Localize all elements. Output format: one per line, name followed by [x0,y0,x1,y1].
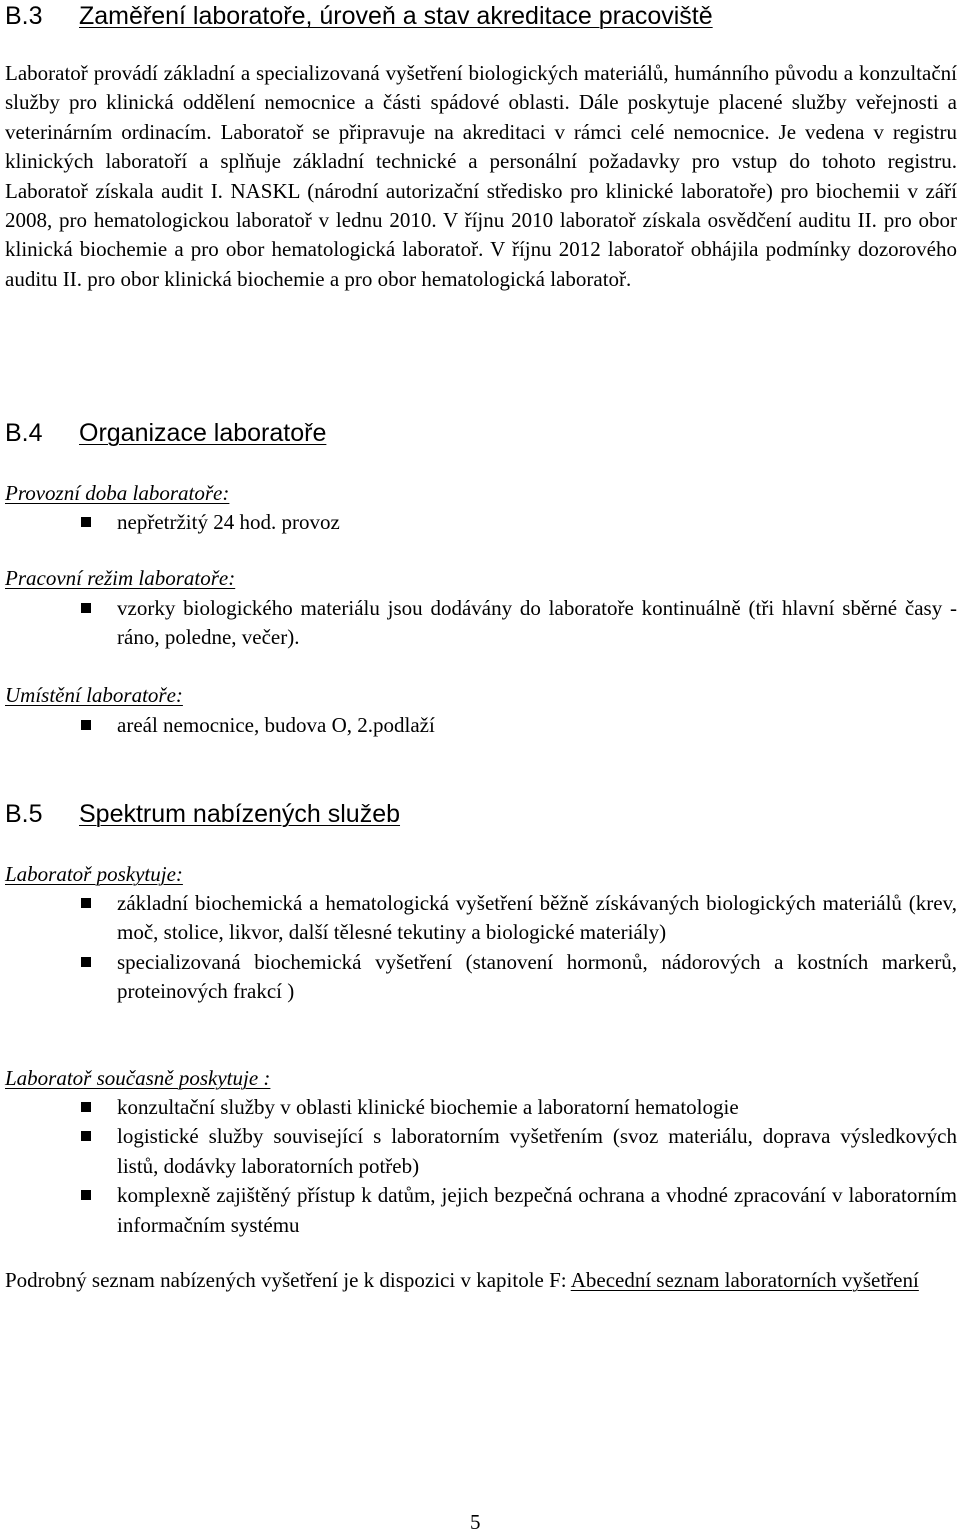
square-bullet-icon [81,1190,91,1200]
work-regime-label: Pracovní režim laboratoře: [5,566,236,590]
list-item: komplexně zajištěný přístup k datům, jejich bezpečná ochrana a vhodné zpracování v laboratorním informačním systému [5,1181,957,1240]
test-list-link[interactable]: Abecední seznam laboratorních vyšetření [570,1268,919,1292]
additional-services-label: Laboratoř současně poskytuje : [5,1066,271,1090]
work-regime-list [5,594,957,653]
reference-paragraph [5,1266,957,1295]
section-number: B.5 [5,800,43,828]
list-item: vzorky biologického materiálu jsou dodávány do laboratoře kontinuálně (tři hlavní sběrné časy - ráno, poledne, večer). [5,594,957,653]
list-item: základní biochemická a hematologická vyšetření běžně získávaných biologických materiálů (krev, moč, stolice, likvor, další tělesné tekutiny a biologické materiály) [5,889,957,948]
square-bullet-icon [81,720,91,730]
services-list [5,889,957,1007]
location-list [5,711,957,740]
reference-text: Podrobný seznam nabízených vyšetření je k dispozici v kapitole F: [5,1268,571,1292]
square-bullet-icon [81,603,91,613]
section-heading-b5 [5,800,400,829]
square-bullet-icon [81,1131,91,1141]
services-label: Laboratoř poskytuje: [5,862,183,886]
section-heading-b3 [5,2,713,31]
section-number: B.3 [5,2,43,30]
section-title: Organizace laboratoře [79,419,327,447]
page-number: 5 [470,1510,481,1534]
list-item: areál nemocnice, budova O, 2.podlaží [5,711,957,740]
accreditation-paragraph: Laboratoř provádí základní a specializovaná vyšetření biologických materiálů, humánního původu a konzultační služby pro klinická oddělení nemocnice a části spádové oblasti. Dále poskytuje placené služby veřejnosti a veterinárním ordinacím. Laboratoř se připravuje na akreditaci v rámci celé nemocnice. Je vedena v registru klinických laboratoří a splňuje základní technické a personální požadavky pro vstup do tohoto registru. Laboratoř získala audit I. NASKL (národní autorizační středisko pro klinické laboratoře) pro biochemii v září 2008, pro hematologickou laboratoř v lednu 2010. V říjnu 2010 laboratoř získala osvědčení auditu II. pro obor klinická biochemie a pro obor hematologická laboratoř. V říjnu 2012 laboratoř obhájila podmínky dozorového auditu II. pro obor klinická biochemie a pro obor hematologická laboratoř. [5,61,957,291]
square-bullet-icon [81,1102,91,1112]
section-heading-b4 [5,419,326,448]
list-item: specializovaná biochemická vyšetření (stanovení hormonů, nádorových a kostních markerů, proteinových frakcí ) [5,948,957,1007]
list-item: nepřetržitý 24 hod. provoz [5,508,957,537]
square-bullet-icon [81,957,91,967]
additional-services-list [5,1093,957,1240]
section-title: Spektrum nabízených služeb [79,800,401,828]
location-label: Umístění laboratoře: [5,683,183,707]
list-item: konzultační služby v oblasti klinické biochemie a laboratorní hematologie [5,1093,957,1122]
operating-hours-list [5,508,957,537]
section-number: B.4 [5,419,43,447]
list-item: logistické služby související s laboratorním vyšetřením (svoz materiálu, doprava výsledkových listů, dodávky laboratorních potřeb) [5,1122,957,1181]
section-title: Zaměření laboratoře, úroveň a stav akreditace pracoviště [79,2,713,30]
operating-hours-label: Provozní doba laboratoře: [5,481,230,505]
square-bullet-icon [81,898,91,908]
square-bullet-icon [81,517,91,527]
